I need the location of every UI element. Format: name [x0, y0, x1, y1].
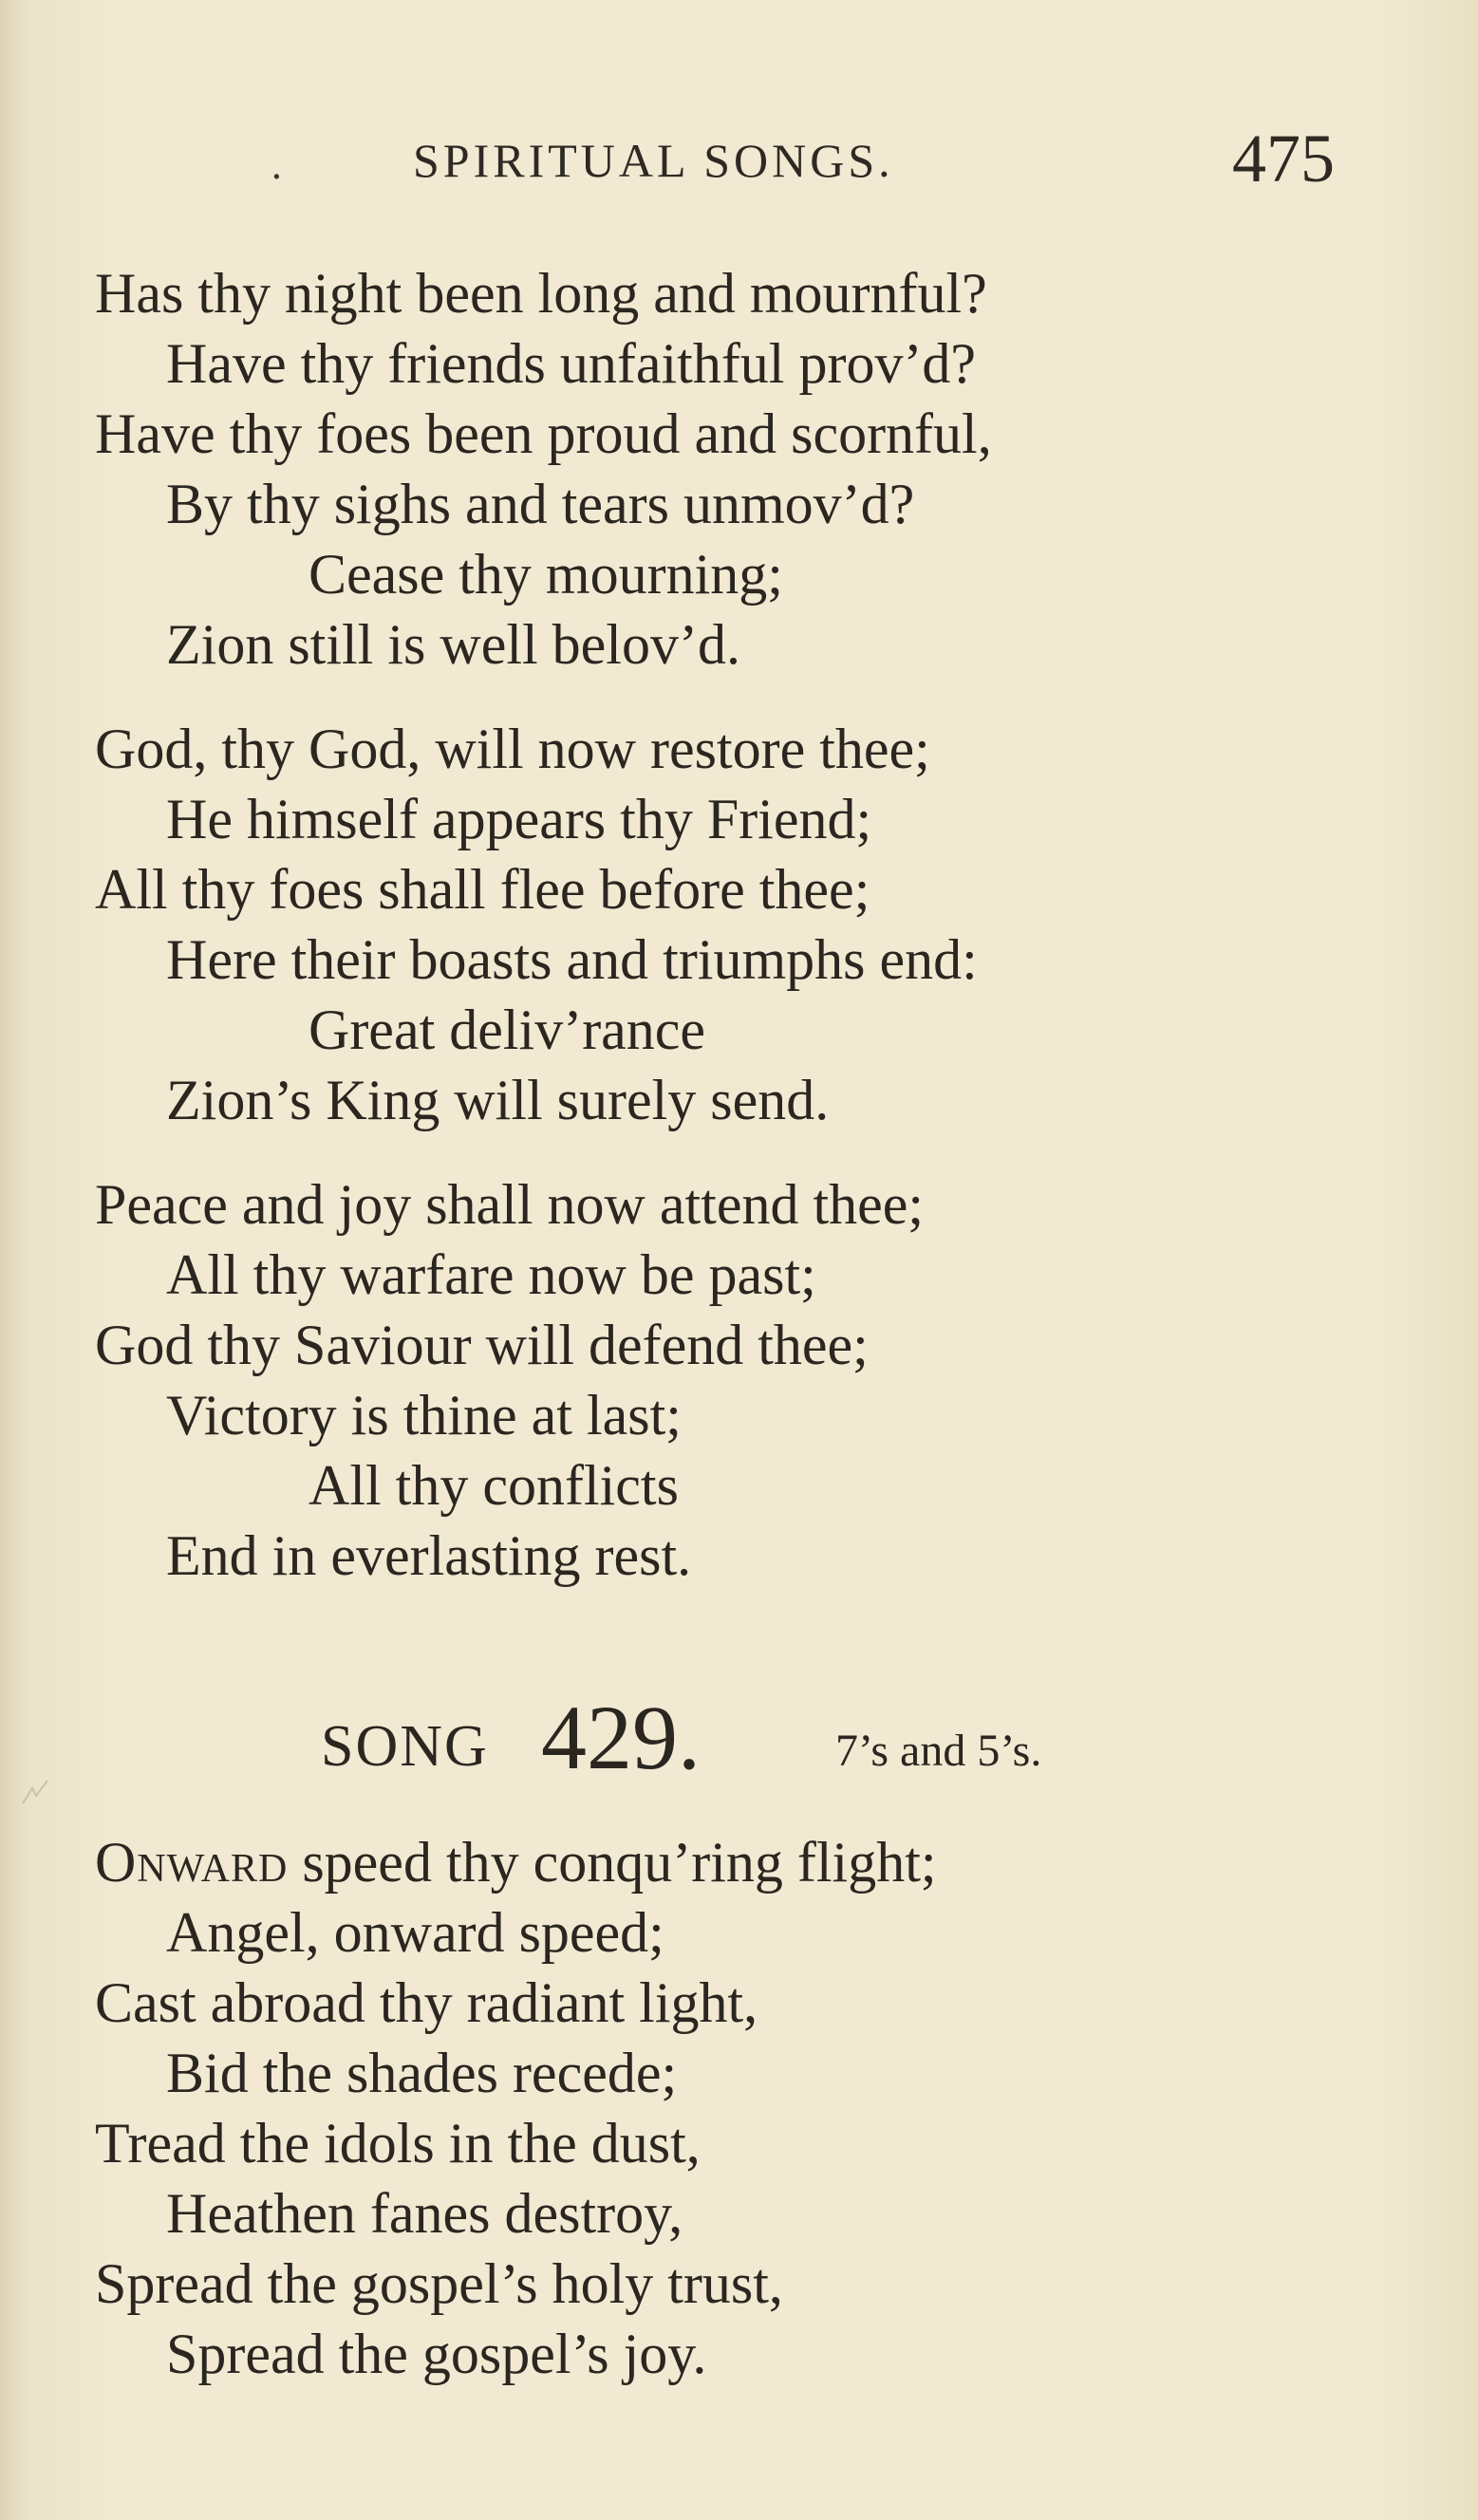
verse-line: Have thy friends unfaithful prov’d?: [166, 332, 977, 395]
song-429-stanza: [95, 1827, 1424, 2389]
stanza-1: [95, 258, 1424, 680]
song-heading: [0, 1687, 1478, 1789]
verse-line: Victory is thine at last;: [166, 1384, 682, 1447]
verse-line: Bid the shades recede;: [166, 2042, 678, 2104]
verse-line: End in everlasting rest.: [166, 1524, 692, 1587]
verse-line: Zion’s King will surely send.: [166, 1069, 830, 1131]
verse-line: Angel, onward speed;: [166, 1901, 664, 1964]
verse-line: God, thy God, will now restore thee;: [95, 718, 930, 780]
verse-line: Cease thy mourning;: [309, 543, 783, 606]
verse-line: Peace and joy shall now attend thee;: [95, 1173, 925, 1236]
verse-line: All thy warfare now be past;: [166, 1243, 816, 1306]
running-title: SPIRITUAL SONGS.: [413, 134, 894, 187]
first-line-rest: speed thy conqu’ring flight;: [288, 1831, 937, 1894]
verse-line: Heathen fanes destroy,: [166, 2182, 683, 2245]
verse-line: Tread the idols in the dust,: [95, 2112, 701, 2175]
verse-line: By thy sighs and tears unmov’d?: [166, 473, 915, 535]
verse-line: Has thy night been long and mournful?: [95, 262, 987, 325]
verse-line: Here their boasts and triumphs end:: [166, 928, 978, 991]
song-label: SONG: [321, 1714, 489, 1779]
verse-line: He himself appears thy Friend;: [166, 788, 872, 850]
header-dot: .: [271, 144, 283, 188]
verse-line: Cast abroad thy radiant light,: [95, 1971, 758, 2034]
verse-line: Great deliv’rance: [309, 999, 706, 1061]
verse-line: Have thy foes been proud and scornful,: [95, 402, 992, 465]
first-word: Onward: [95, 1831, 289, 1894]
verse-line: Spread the gospel’s joy.: [166, 2323, 707, 2385]
song-number: 429.: [541, 1687, 701, 1788]
stanza-3: [95, 1169, 1424, 1591]
verse-line: All thy conflicts: [309, 1454, 679, 1517]
running-head: [0, 121, 1478, 196]
verse-line: Spread the gospel’s holy trust,: [95, 2252, 783, 2315]
page-number: 475: [1232, 121, 1335, 196]
verse-line: All thy foes shall flee before thee;: [95, 858, 870, 921]
verse-line: God thy Saviour will defend thee;: [95, 1314, 869, 1376]
margin-mark-icon: [19, 1775, 57, 1813]
stanza-2: [95, 714, 1424, 1135]
verse-line-first: [95, 1827, 1424, 1897]
song-meter: 7’s and 5’s.: [835, 1726, 1042, 1776]
verse-line: Zion still is well belov’d.: [166, 613, 740, 676]
